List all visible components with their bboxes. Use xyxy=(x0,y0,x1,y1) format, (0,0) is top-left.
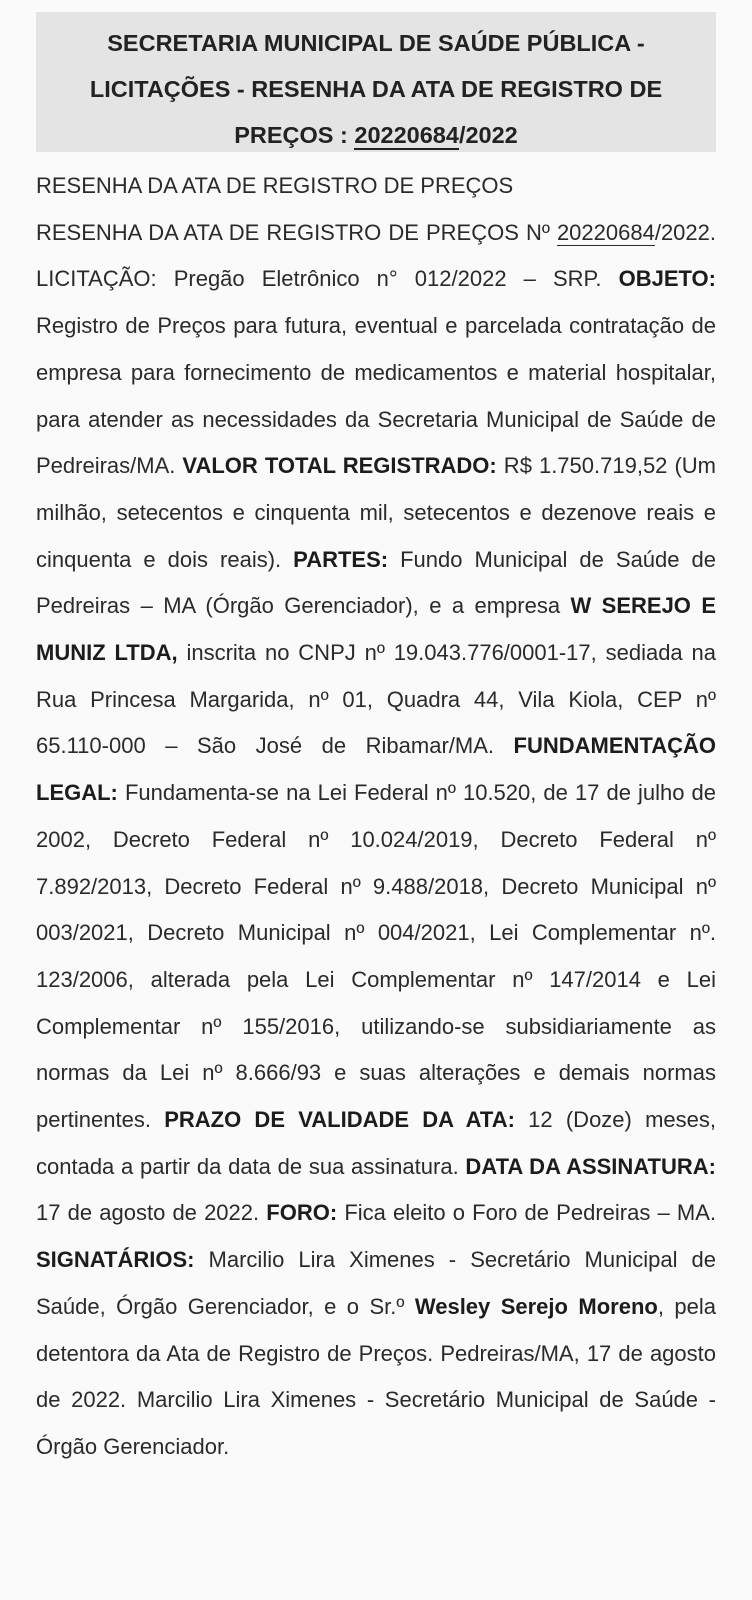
objeto-text: Registro de Preços para futura, eventual e parcelada contratação de empresa para fornecimento de medicamentos e material hospitalar, para atender as necessidades da Secretaria Municipal de Saúde de Pedreiras/MA. xyxy=(36,313,716,479)
header-line-2: LICITAÇÕES - RESENHA DA ATA DE REGISTRO DE xyxy=(89,76,663,102)
empresa-text: inscrita no CNPJ nº 19.043.776/0001-17, sediada na Rua Princesa Margarida, nº 01, Quadra 44, Vila Kiola, CEP nº 65.110-000 – São José de Ribamar/MA. xyxy=(36,640,716,759)
partes-label: PARTES: xyxy=(293,546,389,572)
signatario-name: Wesley Serejo Moreno xyxy=(414,1293,658,1319)
fundamentacao-label: FUNDAMENTAÇÃO LEGAL: xyxy=(36,733,716,806)
empresa-name: W SEREJO E MUNIZ LTDA, xyxy=(36,593,716,666)
prazo-text: 12 (Doze) meses, contada a partir da data de sua assinatura. xyxy=(36,1107,717,1179)
partes-text: Fundo Municipal de Saúde de Pedreiras – MA (Órgão Gerenciador), e a empresa xyxy=(36,546,716,619)
valor-label: VALOR TOTAL REGISTRADO: xyxy=(182,453,497,479)
fundamentacao-text: Fundamenta-se na Lei Federal nº 10.520, de 17 de julho de 2002, Decreto Federal nº 10.024/2019, Decreto Federal nº 7.892/2013, Decreto Federal nº 9.488/2018, Decreto Municipal nº 003/2021, Decreto Municipal nº 004/2021, Lei Complementar nº. 123/2006, alterada pela Lei Complementar nº 147/2014 e Lei Complementar nº 155/2016, utilizando-se subsidiariamente as normas da Lei nº 8.666/93 e suas alterações e demais normas pertinentes. xyxy=(36,780,716,1133)
header-ata-number: 20220684 xyxy=(354,122,459,148)
signatarios-text-2: , pela detentora da Ata de Registro de Preços. Pedreiras/MA, 17 de agosto de 2022. Marcilio Lira Ximenes - Secretário Municipal de Saúde - Órgão Gerenciador. xyxy=(36,1293,717,1459)
foro-text: Fica eleito o Foro de Pedreiras – MA. xyxy=(337,1200,716,1226)
signatarios-text: Marcilio Lira Ximenes - Secretário Municipal de Saúde, Órgão Gerenciador, e o Sr.º xyxy=(36,1247,716,1319)
body-paragraph xyxy=(36,210,716,1471)
header-line-3 xyxy=(60,112,692,158)
notice-body xyxy=(36,163,716,1471)
data-assinatura-text: 17 de agosto de 2022. xyxy=(36,1200,267,1226)
prazo-label: PRAZO DE VALIDADE DA ATA: xyxy=(164,1107,515,1133)
notice-header xyxy=(36,12,716,152)
header-line-3-suffix: /2022 xyxy=(458,122,518,148)
body-title: RESENHA DA ATA DE REGISTRO DE PREÇOS xyxy=(36,173,514,198)
valor-text: R$ 1.750.719,52 (Um milhão, setecentos e cinquenta mil, setecentos e dezenove reais e cinquenta e dois reais). xyxy=(36,453,716,572)
ata-number: 20220684 xyxy=(556,219,655,245)
objeto-label: OBJETO: xyxy=(618,266,716,292)
licitacao-text: /2022. LICITAÇÃO: Pregão Eletrônico n° 012/2022 – SRP. xyxy=(36,219,716,292)
data-assinatura-label: DATA DA ASSINATURA: xyxy=(465,1153,716,1179)
intro-text: RESENHA DA ATA DE REGISTRO DE PREÇOS Nº xyxy=(36,219,557,245)
header-line-1: SECRETARIA MUNICIPAL DE SAÚDE PÚBLICA - xyxy=(107,30,645,56)
signatarios-label: SIGNATÁRIOS: xyxy=(36,1247,195,1273)
header-line-3-prefix: PREÇOS : xyxy=(234,122,355,148)
foro-label: FORO: xyxy=(266,1200,338,1226)
